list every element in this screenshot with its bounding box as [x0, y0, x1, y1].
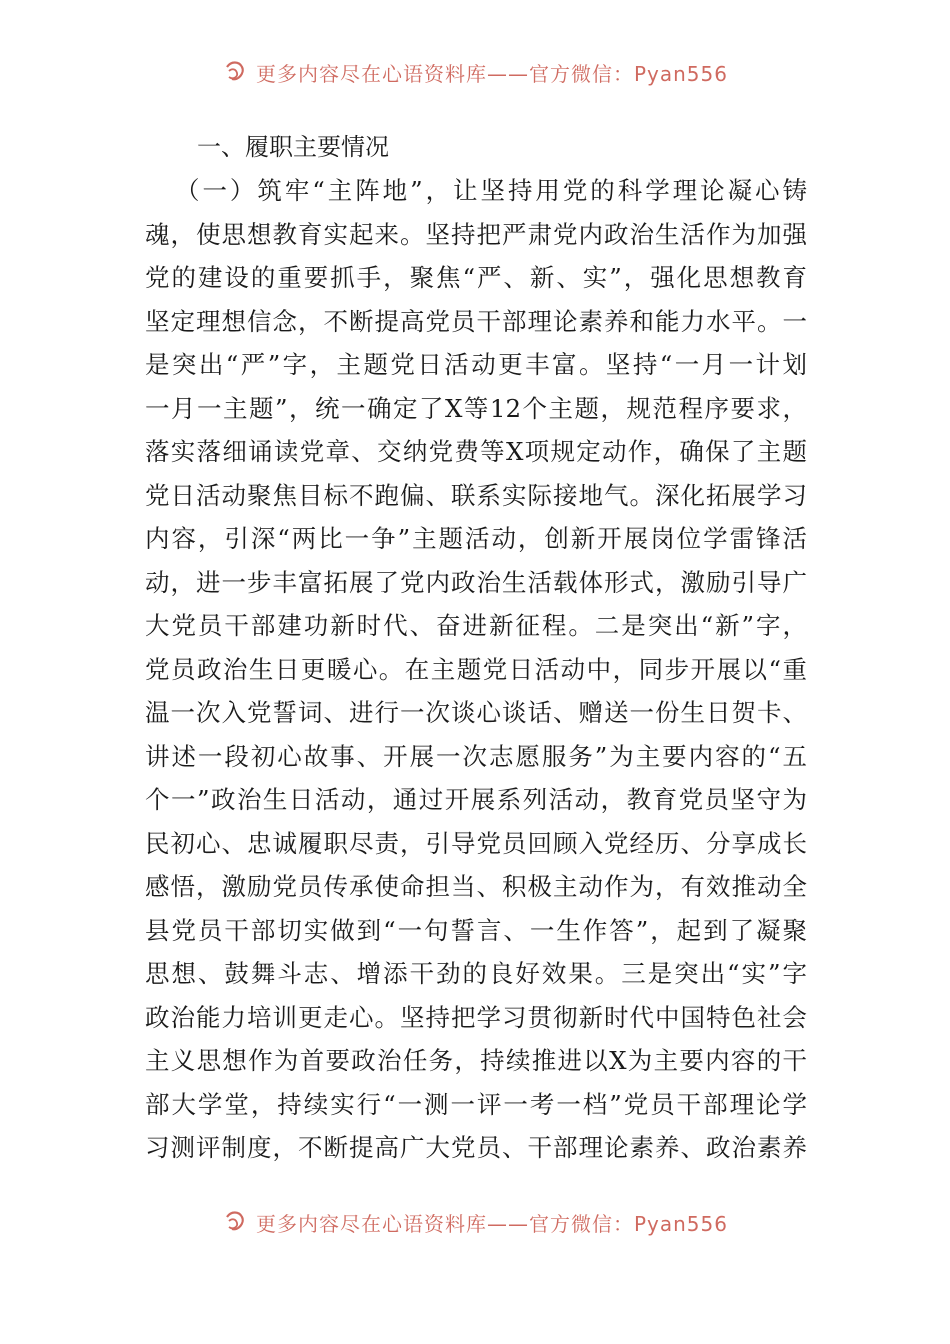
- watermark-text: 更多内容尽在心语资料库——官方微信：Pyan556: [255, 61, 728, 86]
- paragraph-line: 县党员干部切实做到“一句誓言、一生作答”，起到了凝聚: [145, 915, 807, 945]
- watermark-text: 更多内容尽在心语资料库——官方微信：Pyan556: [255, 1211, 728, 1236]
- paragraph-line: 政治能力培训更走心。坚持把学习贯彻新时代中国特色社会: [145, 1002, 807, 1032]
- paragraph-line: 大党员干部建功新时代、奋进新征程。二是突出“新”字，: [145, 611, 807, 640]
- paragraph-line: 主义思想作为首要政治任务，持续推进以X为主要内容的干: [145, 1046, 807, 1075]
- paragraph-line: 魂，使思想教育实起来。坚持把严肃党内政治生活作为加强: [145, 219, 807, 249]
- paragraph-line: 民初心、忠诚履职尽责，引导党员回顾入党经历、分享成长: [145, 828, 807, 858]
- paragraph-line: 一月一主题”，统一确定了X等12个主题，规范程序要求，: [145, 393, 807, 423]
- paragraph-line: 动，进一步丰富拓展了党内政治生活载体形式，激励引导广: [145, 567, 807, 597]
- paragraph-line: 感悟，激励党员传承使命担当、积极主动作为，有效推动全: [145, 872, 807, 901]
- brand-logo-icon: [222, 59, 248, 85]
- document-body: [145, 125, 807, 1170]
- paragraph-line: 党的建设的重要抓手，聚焦“严、新、实”，强化思想教育: [145, 263, 807, 292]
- paragraph-line: （一）筑牢“主阵地”，让坚持用党的科学理论凝心铸: [175, 176, 807, 205]
- header-watermark: [0, 52, 950, 92]
- paragraph-line: 内容，引深“两比一争”主题活动，创新开展岗位学雷锋活: [145, 524, 807, 553]
- brand-logo-icon: [222, 1209, 248, 1235]
- paragraph-line: 思想、鼓舞斗志、增添干劲的良好效果。三是突出“实”字: [145, 959, 807, 988]
- paragraph-line: 落实落细诵读党章、交纳党费等X项规定动作，确保了主题: [145, 437, 807, 466]
- paragraph-line: 是突出“严”字，主题党日活动更丰富。坚持“一月一计划: [145, 350, 807, 379]
- paragraph: [145, 169, 807, 1170]
- paragraph-line: 个一”政治生日活动，通过开展系列活动，教育党员坚守为: [145, 785, 807, 814]
- paragraph-line: 讲述一段初心故事、开展一次志愿服务”为主要内容的“五: [145, 741, 807, 771]
- paragraph-line: 习测评制度，不断提高广大党员、干部理论素养、政治素养: [145, 1133, 807, 1162]
- paragraph-line: 党日活动聚焦目标不跑偏、联系实际接地气。深化拓展学习: [145, 480, 807, 510]
- footer-watermark: [0, 1202, 950, 1242]
- section-heading: 一、履职主要情况: [197, 133, 389, 161]
- paragraph-line: 坚定理想信念，不断提高党员干部理论素养和能力水平。一: [145, 306, 807, 336]
- paragraph-line: 党员政治生日更暖心。在主题党日活动中，同步开展以“重: [145, 654, 807, 684]
- paragraph-line: 部大学堂，持续实行“一测一评一考一档”党员干部理论学: [145, 1089, 807, 1119]
- paragraph-line: 温一次入党誓词、进行一次谈心谈话、赠送一份生日贺卡、: [145, 698, 807, 727]
